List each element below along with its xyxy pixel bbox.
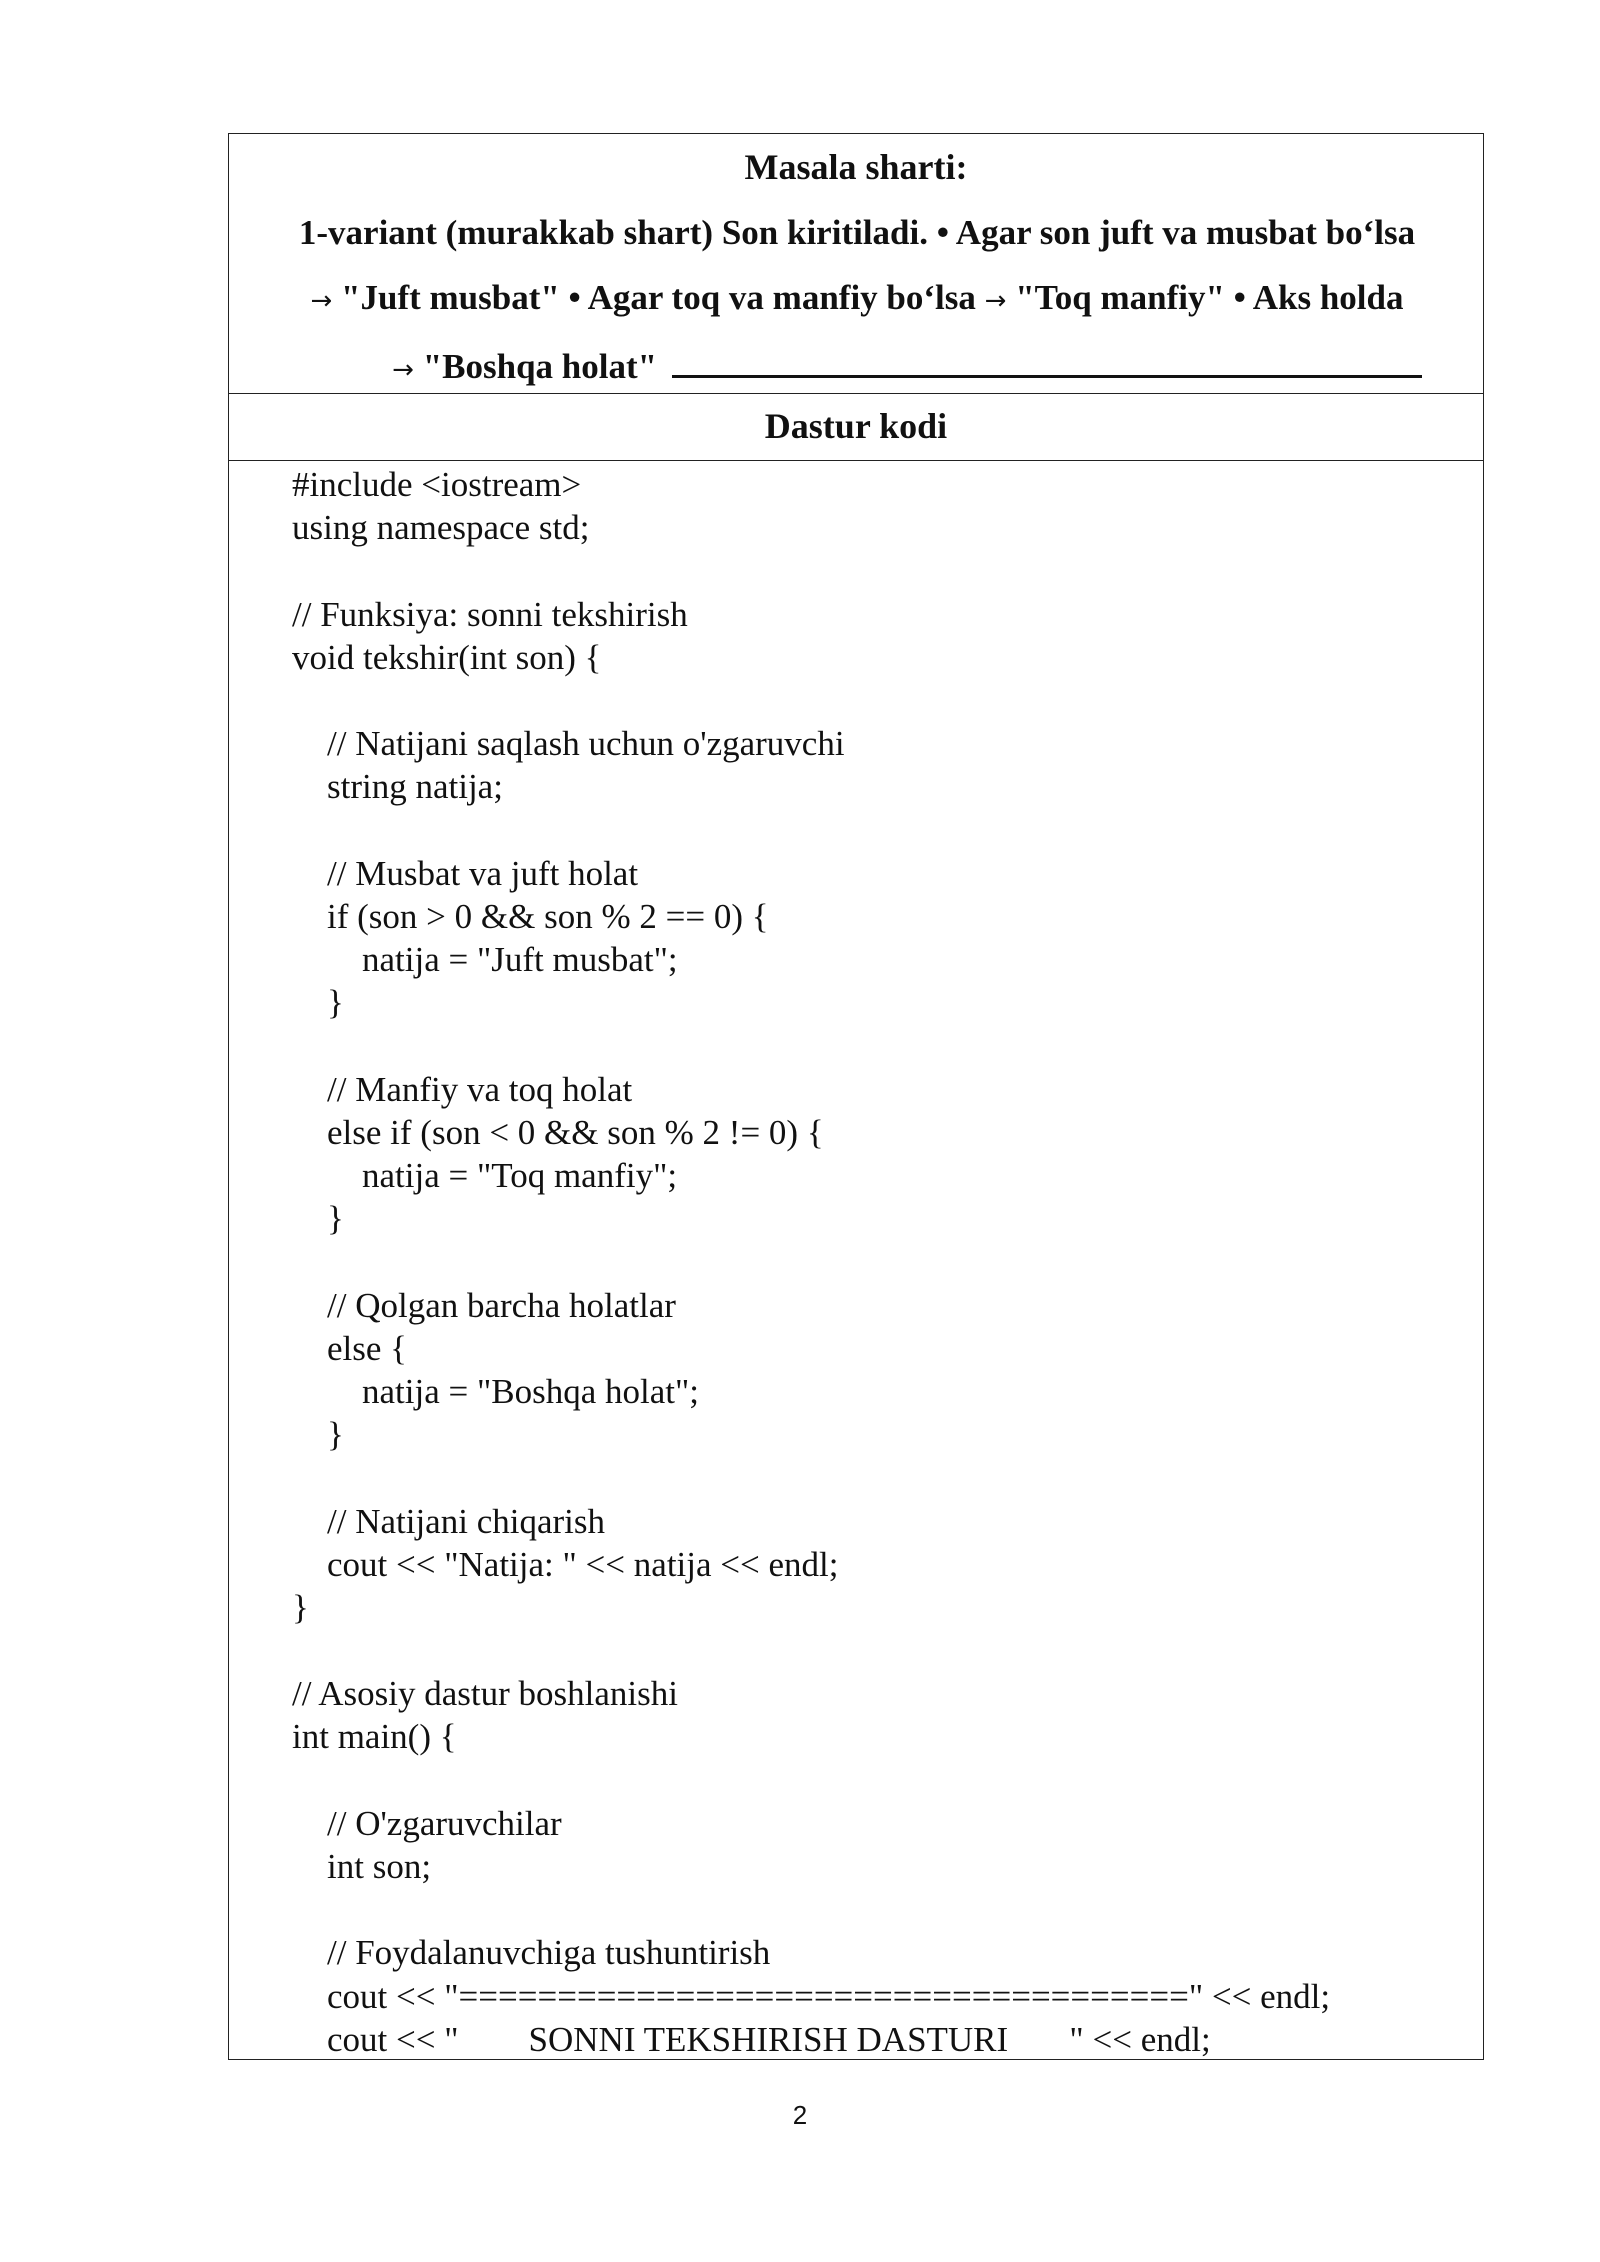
code-line: else if (son < 0 && son % 2 != 0) {: [292, 1112, 824, 1152]
code-line: [292, 809, 1472, 852]
arrow-icon: →: [392, 355, 414, 385]
code-line: [292, 1240, 1472, 1283]
code-line: // Musbat va juft holat: [292, 853, 639, 893]
code-line: // Manfiy va toq holat: [292, 1069, 633, 1109]
document-table: [228, 133, 1484, 2060]
code-line: cout << " SONNI TEKSHIRISH DASTURI " << endl;: [292, 2019, 1211, 2059]
code-line: [292, 679, 1472, 722]
condition-text: [247, 200, 1467, 403]
condition-line-1: 1-variant (murakkab shart) Son kiritiladi. • Agar son juft va musbat bo‘lsa: [298, 213, 1416, 252]
code-line: [292, 1629, 1472, 1672]
code-line: using namespace std;: [292, 508, 590, 548]
code-line: if (son > 0 && son % 2 == 0) {: [292, 896, 769, 936]
code-line: }: [292, 1199, 344, 1239]
code-line: natija = "Toq manfiy";: [292, 1156, 678, 1195]
code-line: // Funksiya: sonni tekshirish: [292, 594, 688, 634]
code-line: }: [292, 1415, 344, 1455]
code-line: [292, 1456, 1472, 1499]
answer-blank-line: [672, 374, 1422, 378]
arrow-icon: →: [310, 286, 333, 316]
code-section-title: Dastur kodi: [764, 406, 948, 446]
code-line: int main() {: [292, 1717, 457, 1757]
table-divider: [229, 460, 1483, 461]
condition-line-2-end: "Toq manfiy" • Aks holda: [1006, 278, 1404, 317]
code-line: string natija;: [292, 767, 503, 807]
code-line: // Natijani saqlash uchun o'zgaruvchi: [292, 724, 845, 764]
condition-line-3-text: "Boshqa holat": [413, 347, 666, 386]
code-line: // Foydalanuvchiga tushuntirish: [292, 1933, 771, 1973]
code-line: }: [292, 983, 344, 1023]
code-line: // Qolgan barcha holatlar: [292, 1285, 676, 1325]
code-line: // Asosiy dastur boshlanishi: [292, 1674, 678, 1714]
condition-line-2: [247, 265, 1467, 334]
code-line: cout << "=====================================" << endl;: [292, 1976, 1331, 2016]
code-line: [292, 549, 1472, 592]
code-line: cout << "Natija: " << natija << endl;: [292, 1544, 839, 1584]
code-line: [292, 1759, 1472, 1802]
code-line: }: [292, 1587, 309, 1627]
code-block: [292, 463, 1472, 2061]
code-line: natija = "Boshqa holat";: [292, 1371, 700, 1411]
code-line: // O'zgaruvchilar: [292, 1803, 562, 1843]
condition-line-2-text: "Juft musbat" • Agar toq va manfiy bo‘lsa: [332, 278, 985, 317]
code-line: natija = "Juft musbat";: [292, 940, 678, 980]
arrow-icon: →: [984, 286, 1007, 316]
code-line: void tekshir(int son) {: [292, 637, 602, 677]
code-line: // Natijani chiqarish: [292, 1501, 605, 1541]
condition-title: Masala sharti:: [744, 147, 968, 187]
code-line: #include <iostream>: [292, 465, 582, 504]
code-line: [292, 1888, 1472, 1931]
code-line: [292, 1024, 1472, 1067]
code-line: int son;: [292, 1847, 432, 1886]
page-number: 2: [792, 2100, 808, 2130]
code-line: else {: [292, 1328, 407, 1368]
